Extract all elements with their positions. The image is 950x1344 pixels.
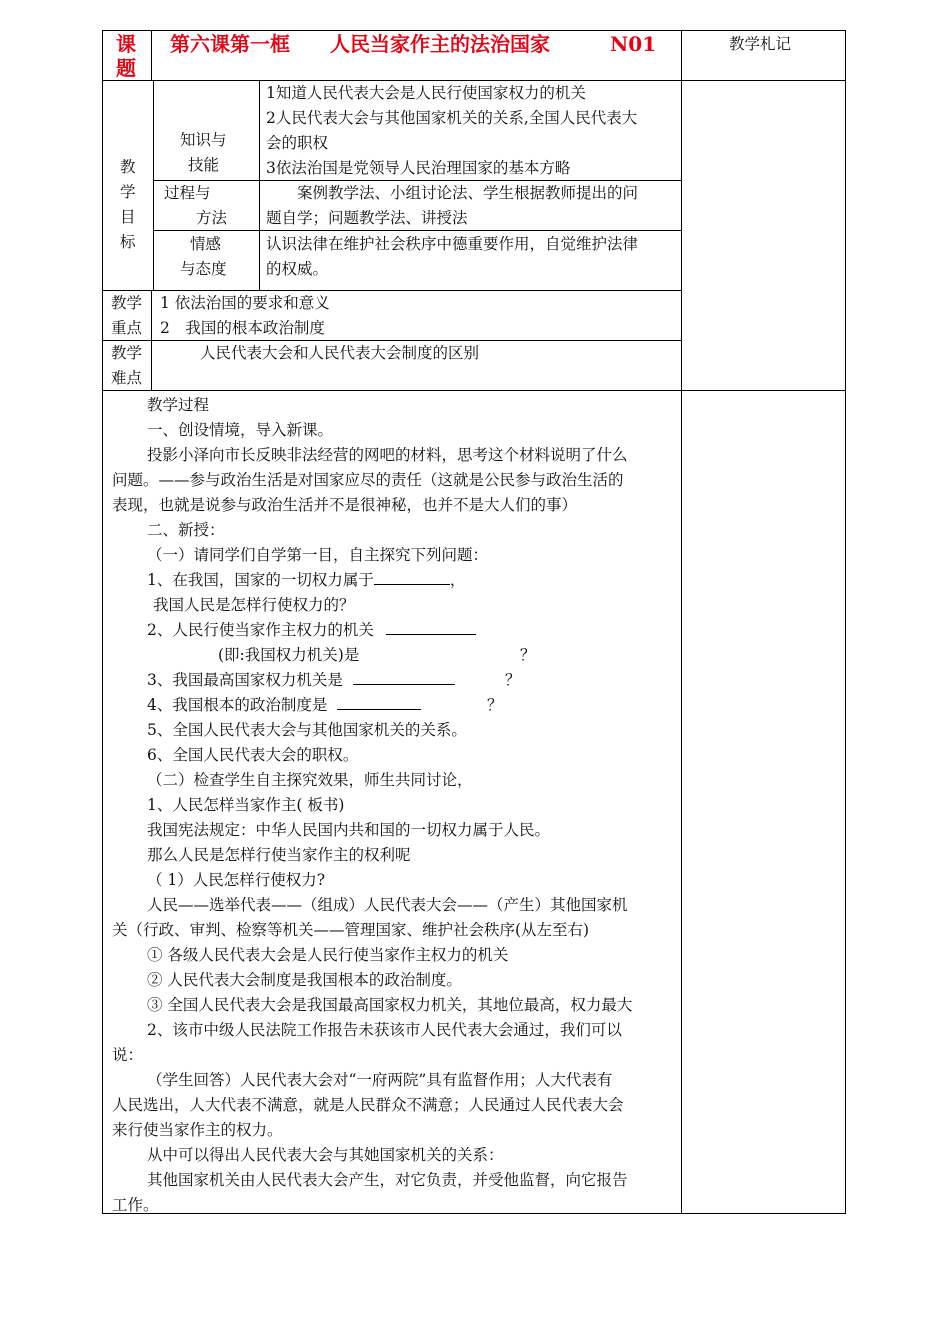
relation-line: 从中可以得出人民代表大会与其她国家机关的关系：: [147, 1146, 504, 1164]
process-label-1: 过程与: [164, 184, 211, 202]
title-label-1: 课: [116, 32, 136, 56]
constitution-line: 我国宪法规定：中华人民国内共和国的一切权力属于人民。: [147, 821, 551, 839]
question-mark: ？: [505, 671, 521, 689]
question-1: [147, 568, 465, 593]
objectives-label-2: 学: [120, 183, 136, 201]
process-heading: 教学过程: [147, 396, 210, 414]
question-3-text: 3、我国最高国家权力机关是: [147, 671, 343, 689]
knowledge-line: 2人民代表大会与其他国家机关的关系,全国人民代表大: [266, 109, 638, 127]
question-1-end: ，: [449, 571, 466, 589]
knowledge-label-1: 知识与: [180, 131, 227, 149]
final-line: 其他国家机关由人民代表大会产生，对它负责，并受他监督，向它报告: [147, 1171, 628, 1189]
process-label-2: 方法: [196, 209, 228, 227]
answer-line: 来行使当家作主的权力。: [112, 1121, 283, 1139]
answer-blank: [374, 568, 450, 585]
intro-line: 一、创设情境，导入新课。: [147, 421, 334, 439]
knowledge-line: 1知道人民代表大会是人民行使国家权力的机关: [266, 84, 586, 102]
lesson-title: 第六课第一框 人民当家作主的法治国家 N01: [170, 32, 657, 56]
question-2-text: 2、人民行使当家作主权力的机关: [147, 621, 374, 639]
difficulties-label-1: 教学: [111, 344, 143, 362]
question-5: 5、全国人民代表大会与其他国家机关的关系。: [147, 721, 467, 739]
answer-blank: [353, 668, 455, 685]
objectives-label-4: 标: [120, 233, 136, 251]
notes-column-header: 教学札记: [729, 35, 792, 53]
question-2: [147, 618, 476, 643]
question-1-text: 1、在我国，国家的一切权力属于: [147, 571, 374, 589]
question-1b: 我国人民是怎样行使权力的？: [153, 596, 355, 614]
question-mark: ？: [487, 696, 503, 714]
question-6: 6、全国人民代表大会的职权。: [147, 746, 359, 764]
answer-blank: [386, 618, 476, 635]
answer-line: （学生回答）人民代表大会对“一府两院”具有监督作用；人大代表有: [147, 1071, 613, 1089]
title-label-2: 题: [116, 56, 136, 80]
material-line: 投影小泽向市长反映非法经营的网吧的材料，思考这个材料说明了什么: [147, 446, 628, 464]
section-2-line: 2、该市中级人民法院工作报告未获该市人民代表大会通过，我们可以: [147, 1021, 622, 1039]
objectives-label-3: 目: [120, 208, 136, 226]
process-line: 题自学；问题教学法、讲授法: [266, 209, 468, 227]
material-line: 问题。——参与政治生活是对国家应尽的责任（这就是公民参与政治生活的: [112, 471, 624, 489]
key-points-label-1: 教学: [111, 294, 143, 312]
attitude-line: 认识法律在维护社会秩序中德重要作用，自觉维护法律: [266, 235, 639, 253]
subheading-line: （ 1）人民怎样行使权力?: [147, 871, 326, 889]
section-1-heading: 1、人民怎样当家作主( 板书): [147, 796, 345, 814]
conclusion-3: ③ 全国人民代表大会是我国最高国家权力机关，其地位最高，权力最大: [147, 996, 633, 1014]
question-2b: [218, 643, 359, 668]
key-points-label-2: 重点: [111, 319, 143, 337]
difficulty-text: 人民代表大会和人民代表大会制度的区别: [200, 344, 480, 362]
conclusion-1: ① 各级人民代表大会是人民行使当家作主权力的机关: [147, 946, 509, 964]
material-line: 表现，也就是说参与政治生活并不是很神秘，也并不是大人们的事）: [112, 496, 578, 514]
answer-line: 人民选出，人大代表不满意，就是人民群众不满意；人民通过人民代表大会: [112, 1096, 624, 1114]
question-line: 那么人民是怎样行使当家作主的权利呢: [147, 846, 411, 864]
knowledge-line: 3依法治国是党领导人民治理国家的基本方略: [266, 159, 571, 177]
key-point-line: 1 依法治国的要求和意义: [160, 294, 330, 312]
conclusion-2: ② 人民代表大会制度是我国根本的政治制度。: [147, 971, 462, 989]
attitude-line: 的权威。: [266, 260, 329, 278]
process-line: 案例教学法、小组讨论法、学生根据教师提出的问: [266, 184, 639, 202]
final-line: 工作。: [112, 1196, 159, 1214]
knowledge-label-2: 技能: [188, 156, 220, 174]
attitude-label-1: 情感: [190, 235, 222, 253]
self-study-line: （一）请同学们自学第一目，自主探究下列问题：: [147, 546, 489, 564]
key-point-line: 2 我国的根本政治制度: [160, 319, 325, 337]
attitude-label-2: 与态度: [180, 260, 227, 278]
objectives-label-1: 教: [120, 158, 136, 176]
chain-line: 人民——选举代表——（组成）人民代表大会——（产生）其他国家机: [147, 896, 628, 914]
question-2b-text: (即:我国权力机关)是: [218, 646, 360, 664]
difficulties-label-2: 难点: [111, 369, 143, 387]
section-2-line: 说：: [112, 1046, 144, 1064]
question-4-text: 4、我国根本的政治制度是: [147, 696, 328, 714]
check-line: （二）检查学生自主探究效果，师生共同讨论，: [147, 771, 473, 789]
chain-line: 关（行政、审判、检察等机关——管理国家、维护社会秩序(从左至右): [112, 921, 590, 939]
answer-blank: [337, 693, 421, 710]
question-3: [147, 668, 455, 693]
new-lesson-line: 二、新授：: [147, 521, 225, 539]
question-mark: ？: [520, 646, 536, 664]
knowledge-line: 会的职权: [266, 134, 329, 152]
question-4: [147, 693, 421, 718]
